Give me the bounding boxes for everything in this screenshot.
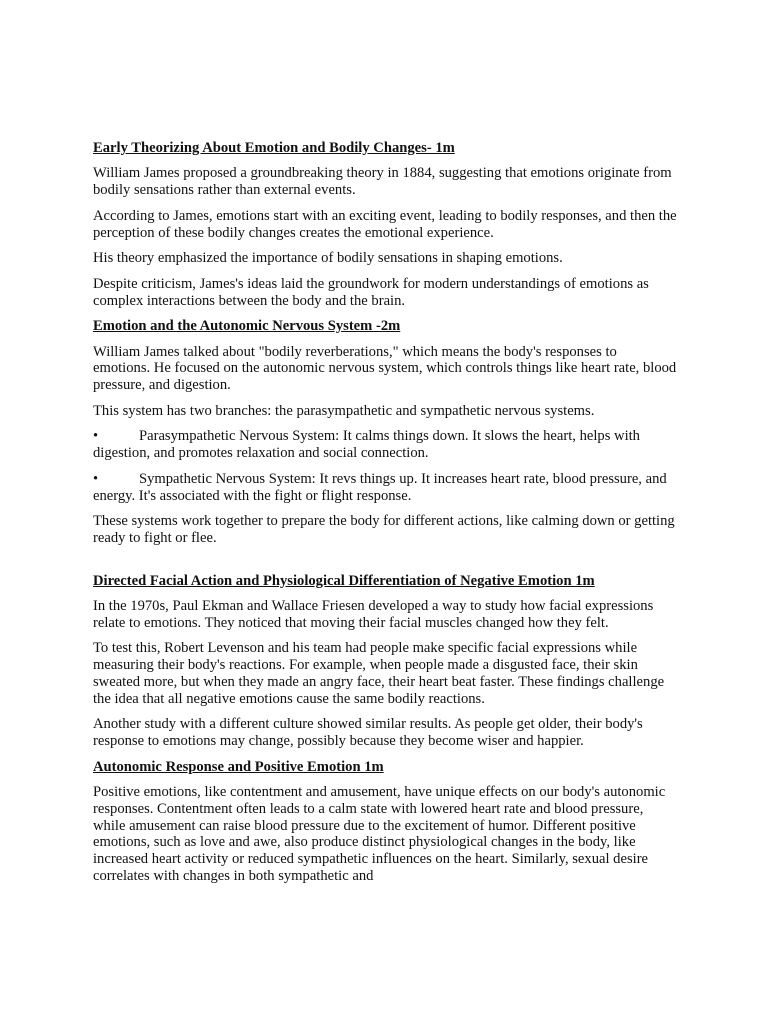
section-heading: Emotion and the Autonomic Nervous System -2m bbox=[93, 318, 401, 335]
blank-line bbox=[93, 556, 677, 573]
document-page bbox=[93, 140, 677, 894]
paragraph: These systems work together to prepare the body for different actions, like calming down or getting ready to fight or flee. bbox=[93, 513, 675, 546]
section-heading: Directed Facial Action and Physiological Differentiation of Negative Emotion 1m bbox=[93, 572, 595, 589]
paragraph: This system has two branches: the parasympathetic and sympathetic nervous systems. bbox=[93, 402, 595, 419]
paragraph: Despite criticism, James's ideas laid the groundwork for modern understandings of emotions as complex interactions between the body and the brain. bbox=[93, 275, 649, 309]
bullet-text: Sympathetic Nervous System: It revs things up. It increases heart rate, blood pressure, and energy. It's associated with the fight or flight response. bbox=[93, 470, 667, 504]
bullet-item bbox=[93, 428, 677, 462]
bullet-marker: • bbox=[93, 428, 99, 445]
paragraph: Another study with a different culture showed similar results. As people get older, their body's response to emotions may change, possibly because they become wiser and happier. bbox=[93, 716, 643, 750]
paragraph: William James talked about "bodily reverberations," which means the body's responses to emotions. He focused on the autonomic nervous system, which controls things like heart rate, blood pressure, and digestion. bbox=[93, 343, 677, 394]
paragraph: In the 1970s, Paul Ekman and Wallace Friesen developed a way to study how facial expressions relate to emotions. They noticed that moving their facial muscles changed how they felt. bbox=[93, 597, 654, 631]
section-heading: Early Theorizing About Emotion and Bodily Changes- 1m bbox=[93, 140, 455, 156]
paragraph: Positive emotions, like contentment and amusement, have unique effects on our body's autonomic responses. Contentment often leads to a calm state with lowered heart rate and blood pressure, while amusement can raise blood pressure due to the excitement of humor. Different positive emotions, such as love and awe, also produce distinct physiological changes in the body, like increased heart activity or reduced sympathetic influences on the heart. Similarly, sexual desire correlates with changes in both sympathetic and bbox=[93, 784, 666, 885]
paragraph: According to James, emotions start with an exciting event, leading to bodily responses, and then the perception of these bodily changes creates the emotional experience. bbox=[93, 207, 677, 241]
paragraph: His theory emphasized the importance of bodily sensations in shaping emotions. bbox=[93, 250, 563, 267]
paragraph: William James proposed a groundbreaking theory in 1884, suggesting that emotions originate from bodily sensations rather than external events. bbox=[93, 165, 672, 199]
bullet-marker: • bbox=[93, 470, 99, 487]
bullet-text: Parasympathetic Nervous System: It calms things down. It slows the heart, helps with digestion, and promotes relaxation and social connection. bbox=[93, 428, 640, 462]
paragraph: To test this, Robert Levenson and his team had people make specific facial expressions while measuring their body's reactions. For example, when people made a disgusted face, their skin sweated more, but when they made an angry face, their heart beat faster. These findings challenge the idea that all negative emotions cause the same bodily reactions. bbox=[93, 640, 665, 707]
section-heading: Autonomic Response and Positive Emotion 1m bbox=[93, 758, 384, 775]
bullet-item bbox=[93, 471, 677, 505]
